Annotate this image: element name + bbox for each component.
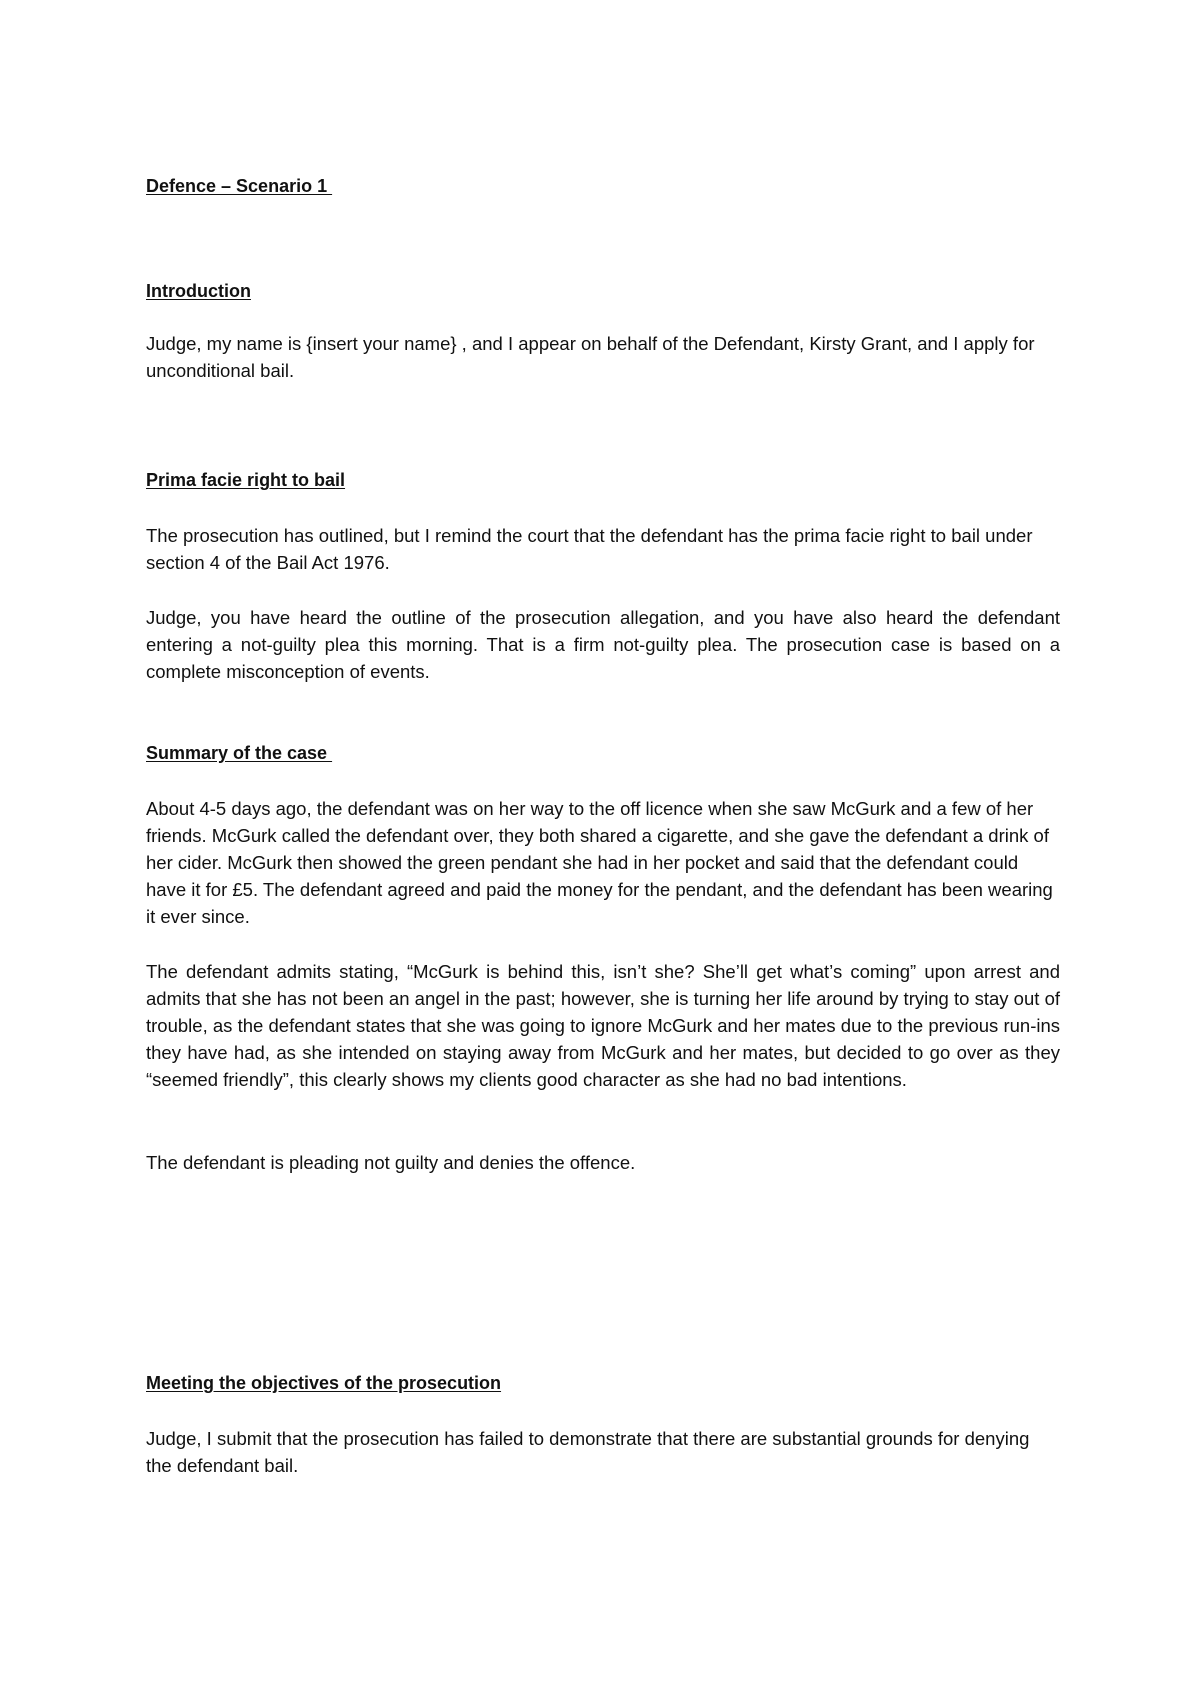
summary-paragraph-3: The defendant is pleading not guilty and denies the offence. [146,1152,636,1173]
section-heading-introduction: Introduction [146,281,251,301]
section-heading-objectives: Meeting the objectives of the prosecution [146,1373,502,1393]
document-title: Defence – Scenario 1 [146,176,333,196]
prima-facie-paragraph-1: The prosecution has outlined, but I remind the court that the defendant has the prima facie right to bail under section 4 of the Bail Act 1976. [146,525,1033,573]
summary-paragraph-2: The defendant admits stating, “McGurk is behind this, isn’t she? She’ll get what’s coming” upon arrest and admits that she has not been an angel in the past; however, she is turning her life around by trying to stay out of trouble, as the defendant states that she was going to ignore McGurk and her mates due to the previous run-ins they have had, as she intended on staying away from McGurk and her mates, but decided to go over as they “seemed friendly”, this clearly shows my clients good character as she had no bad intentions. [146,961,1060,1090]
prima-facie-paragraph-2: Judge, you have heard the outline of the prosecution allegation, and you have also heard the defendant entering a not-guilty plea this morning. That is a firm not-guilty plea. The prosecution case is based on a complete misconception of events. [146,607,1060,682]
section-heading-prima-facie: Prima facie right to bail [146,470,346,490]
introduction-paragraph: Judge, my name is {insert your name} , and I appear on behalf of the Defendant, Kirsty Grant, and I apply for unconditional bail. [146,333,1035,381]
objectives-paragraph: Judge, I submit that the prosecution has failed to demonstrate that there are substantial grounds for denying the defendant bail. [146,1428,1030,1476]
section-heading-summary: Summary of the case [146,743,333,763]
summary-paragraph-1: About 4-5 days ago, the defendant was on her way to the off licence when she saw McGurk and a few of her friends. McGurk called the defendant over, they both shared a cigarette, and she gave the defendant a drink of her cider. McGurk then showed the green pendant she had in her pocket and said that the defendant could have it for £5. The defendant agreed and paid the money for the pendant, and the defendant has been wearing it ever since. [146,798,1053,927]
